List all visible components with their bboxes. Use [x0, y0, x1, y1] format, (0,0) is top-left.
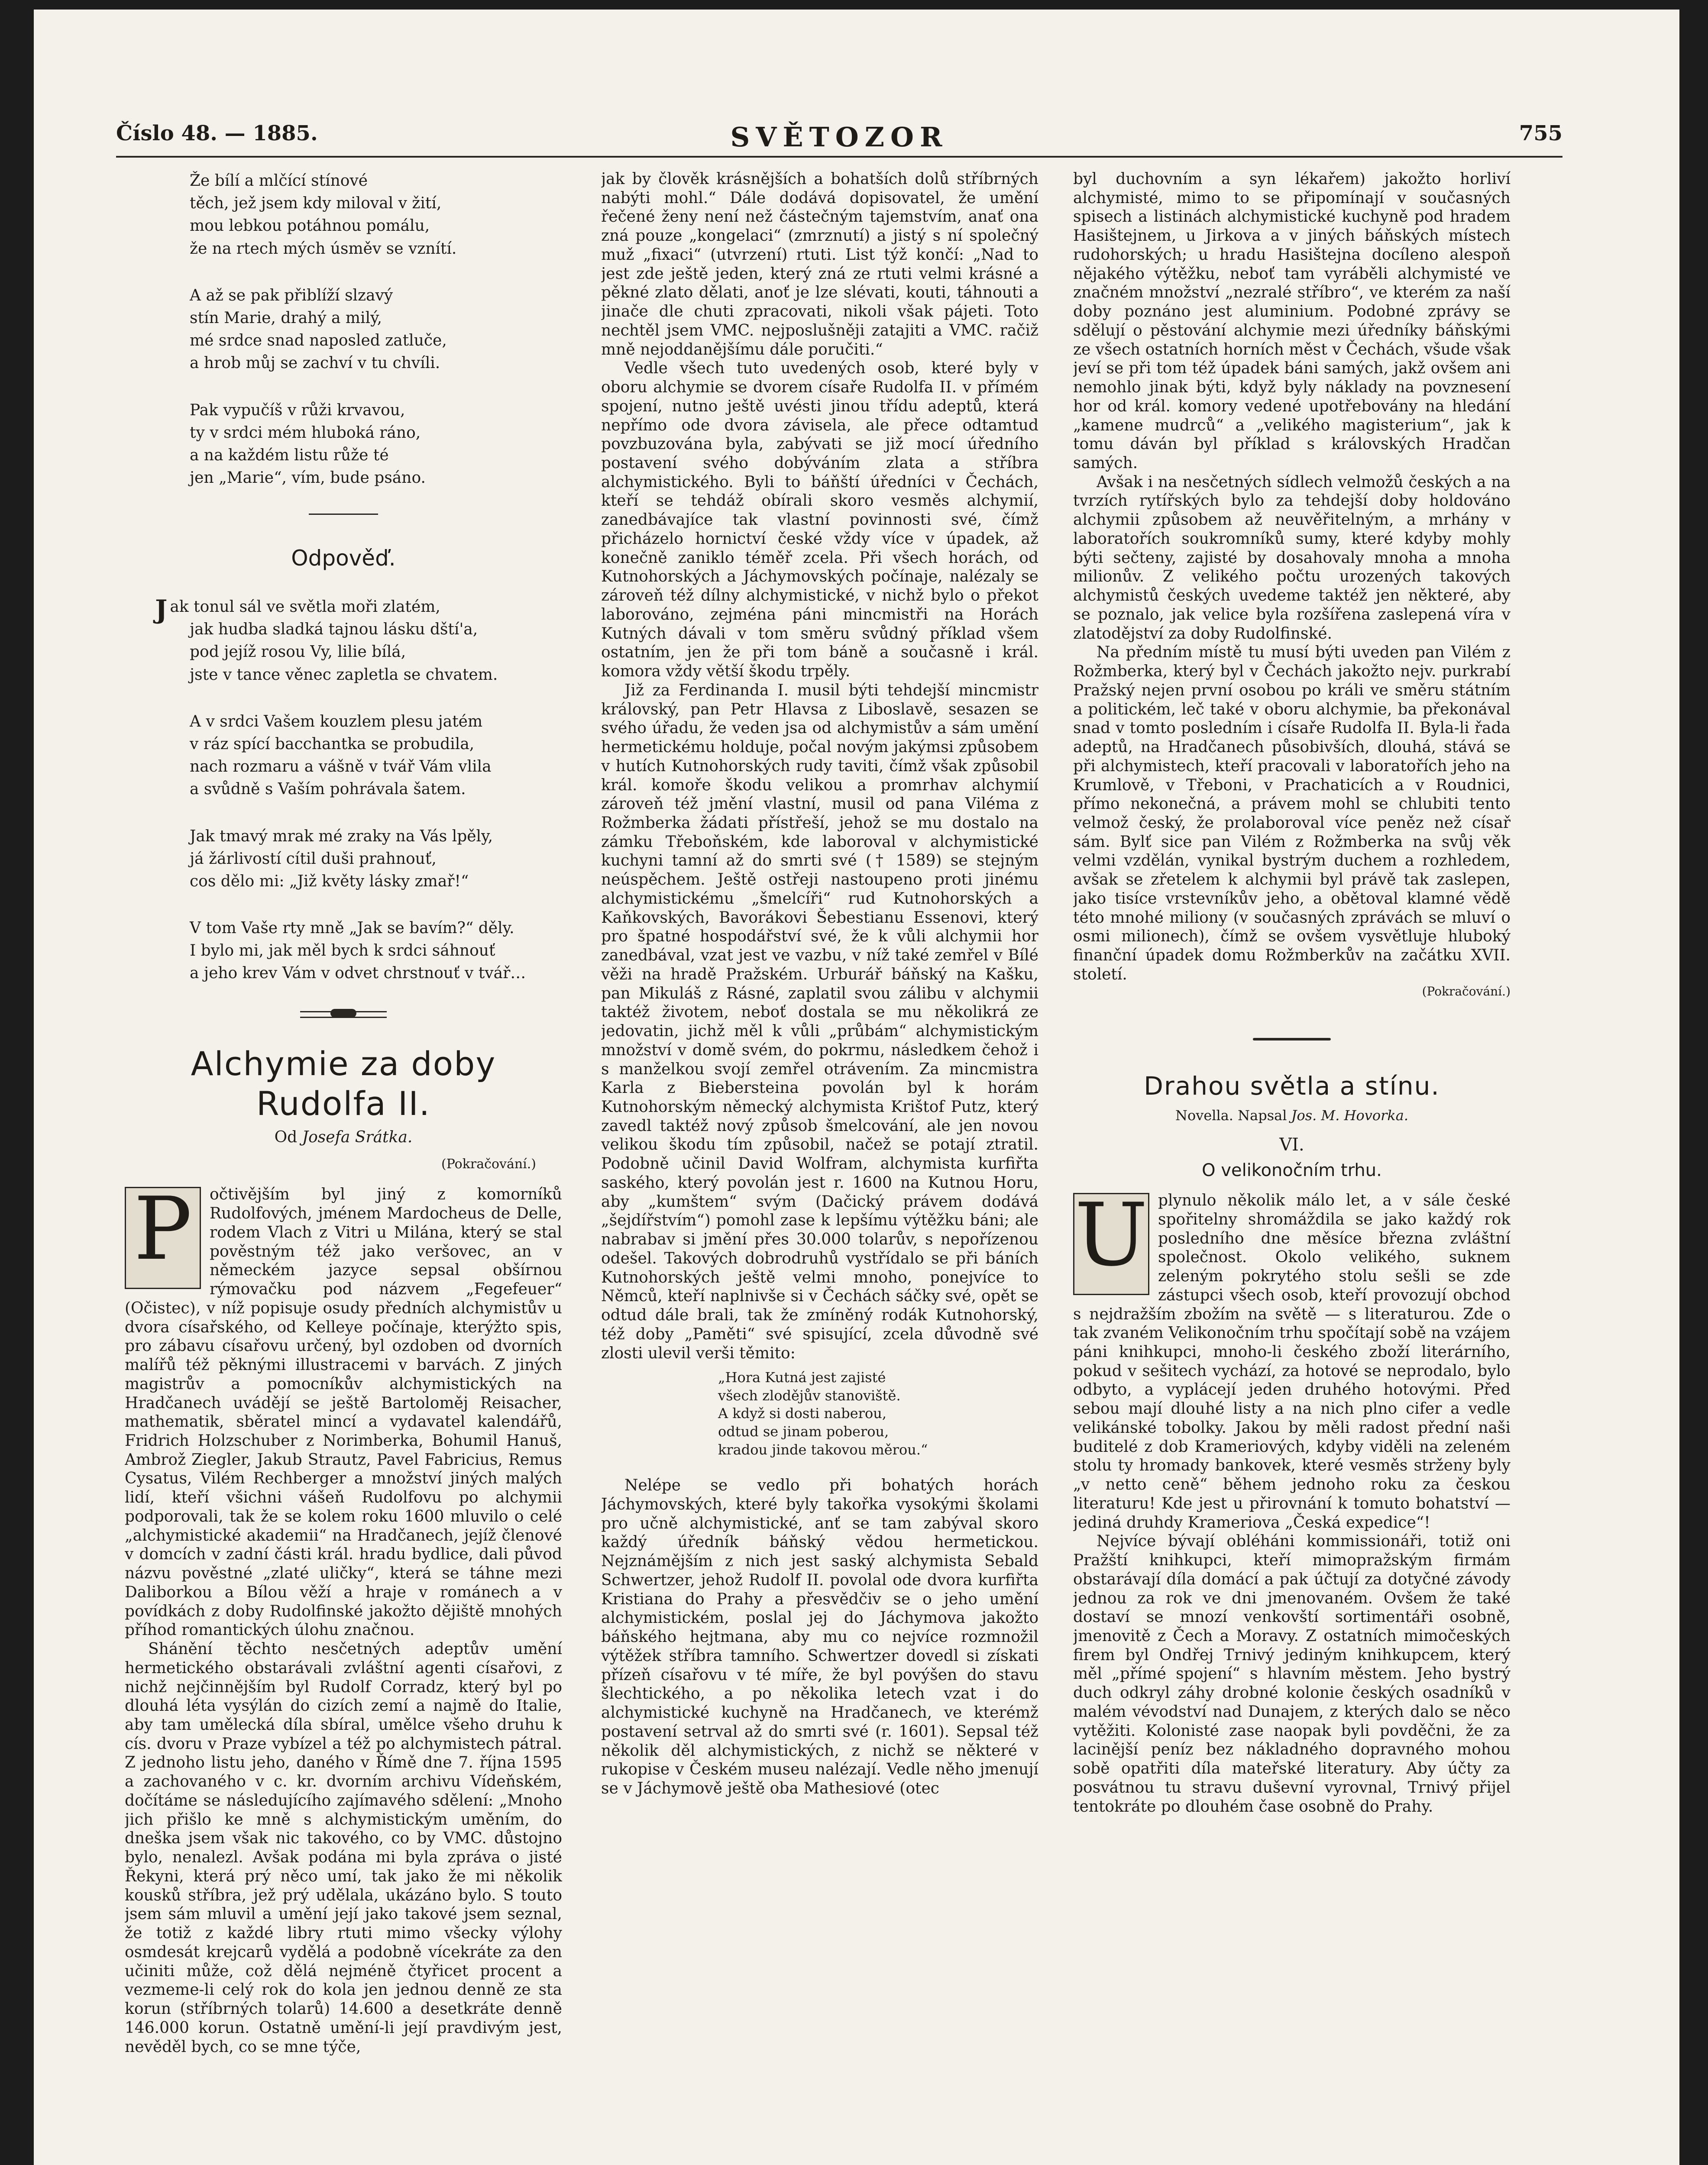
paragraph: Již za Ferdinanda I. musil býti tehdejší mincmistr královský, pan Petr Hlavsa z Liboslavě, sesazen se svého úřadu, že veden jsa od alchymistův a sám umění hermetickému holduje, počal novým jakýmsi způsobem v hutích Kutnohorských rudy taviti, čímž však způsobil král. komoře škodu velikou a promrhav alchymií zároveň též jmění vlastní, musil od pana Viléma z Rožmberka žádati přístřeší, jehož se mu dostalo na zámku Třeboňském, kde laboroval v alchymistické kuchyni tamní až do smrti své († 1589) se stejným neúspěchem. Ještě ostřeji nastoupeno proti jinému alchymistickému „šmelcíři“ rud Kutnohorských a Kaňkovských, Bavorákovi Šebestianu Essenovi, který pro špatné hospodářství své, že k vůli alchymii hor zanedbával, vzat jest ve vazbu, v níž také zemřel v Bílé věži na hradě Pražském. Urburář báňský na Kašku, pan Mikuláš z Rásné, zaplatil svou zálibu v alchymii taktéž životem, neboť dostala se mu několikrá ze jedovatin, jichž měl k vůli „průbám“ alchymistickým množství v domě svém, do pokrmu, následkem čehož i s manželkou svojí zemřel otrávením. Za mincmistra Karla z Biebersteina povolán byl k horám Kutnohorským německý alchymista Krištof Putz, který zavedl taktéž nový způsob šmelcování, ale jen novou velikou škodu tím způsobil, načež se potají ztratil. Podobně učinil David Wolfram, alchymista kurfiřta saského, který povolán jest r. 1600 na Kutnou Horu, aby „kumštem“ svým (Dačický právem dodává „šejdířstvím“) pomohl zase k lepšímu výtěžku báni; ale nabrabav si jmění přes 30.000 tolarův, s nepořízenou odešel. Takových dobrodruhů vystřídalo se při báních Kutnohorských ještě velmi mnoho, ponejvíce to Němců, kteří naplnivše si v Čechách sáčky své, opět se odtud dále brali, tak že zmíněný rodák Kutnohorský, též doby „Paměti“ své spisující, zcela důvodně své zlosti ulevil verši těmito: — [601, 681, 1038, 1362]
paragraph — [125, 1179, 562, 1640]
poem-2-stanza — [155, 596, 562, 686]
illuminated-initial: P — [125, 1187, 201, 1289]
poem-2-stanza — [155, 917, 562, 985]
ornament-divider — [300, 1011, 387, 1018]
poem-1-stanza — [190, 284, 562, 375]
verse-line: a jeho krev Vám v odvet chrstnouť v tvář… — [190, 964, 526, 982]
story-subtitle — [1073, 1107, 1511, 1124]
verse-line: Jak tmavý mrak mé zraky na Vás lpěly, — [190, 827, 493, 845]
poem-2-stanza — [155, 711, 562, 801]
section-divider — [309, 514, 378, 515]
paragraph: Vedle všech tuto uvedených osob, které byly v oboru alchymie se dvorem císaře Rudolfa II. v přímém spojení, nutno ještě uvésti jinou třídu adeptů, která nepřímo ode dvora závisela, ale přece odtamtud povzbuzována byla, zabývati se již mocí úředního postavení svého dobýváním zlata a stříbra alchymistického. Byli to báňští úředníci v Čechách, kteří se tehdáž obírali skoro vesměs alchymií, zanedbávajíce tak vlastní povinnosti své, čímž přicházelo hornictví české vždy více v úpadek, až konečně zaniklo téměř zcela. Při všech horách, od Kutnohorských a Jáchymovských počínaje, nalézaly se zároveň též dílny alchymistické, v nichž bylo o překot laborováno, zejména páni mincmistři na Horách Kutných dávali v tom směru svůdný příklad všem ostatním, jen že při tom báně a současně i král. komora vždy větší škodu trpěly. — [601, 359, 1038, 681]
verse-line: A v srdci Vašem kouzlem plesu jatém — [190, 712, 483, 730]
article-byline — [125, 1128, 562, 1147]
poem-1 — [125, 170, 562, 489]
column-1 — [125, 170, 562, 2165]
poem-2 — [125, 596, 562, 985]
byline-prefix: Od — [274, 1128, 298, 1147]
author-name: Jos. M. Hovorka. — [1291, 1107, 1409, 1124]
illuminated-initial: U — [1073, 1193, 1149, 1295]
page-header — [116, 121, 1562, 152]
verse-line: A až se pak přiblíží slzavý — [190, 286, 393, 304]
paragraph: Shánění těchto nesčetných adeptův umění hermetického obstarávali zvláštní agenti císařovi, z nichž nejčinnějším byl Rudolf Corradz, který byl po dlouhá léta vysýlán do cizích zemí a najmě do Italie, aby tam umělecká díla sbíral, umělce všeho druhu k cís. dvoru v Praze vybízel a též po alchymistech pátral. Z jednoho listu jeho, daného v Římě dne 7. října 1595 a zachovaného v c. kr. dvorním archivu Vídeňském, dočítáme se následujícího zajímavého sdělení: „Mnoho jich přišlo ke mně s alchymistickým uměním, do dneška jsem však nic takového, co by VMC. důstojno bylo, nenalezl. Avšak podána mi byla zpráva o jisté Řekyni, která prý něco umí, tak jako že mi několik kousků stříbra, jež prý udělala, ukázáno bylo. S touto jsem sám mluvil a umění její jako takové jsem seznal, že totiž z každé libry rtuti mimo všecky výlohy osmdesát krejcarů vydělá a podobně vícekráte za den učiniti může, což dělá nejméně čtyřicet procent a vezmeme-li celý rok do kola jen jednou denně ze sta korun (stříbrných tolarů) 14.600 a desetkráte denně 146.000 korun. Ostatně umění-li její pravdivým jest, nevěděl bych, co se mne týče, — [125, 1640, 562, 2056]
journal-title: SVĚTOZOR — [730, 121, 948, 153]
verse-line: mou lebkou potáhnou pomálu, — [190, 217, 430, 235]
issue-number: Číslo 48. — 1885. — [116, 121, 318, 145]
verse-line: a svůdně s Vaším pohrávala šatem. — [190, 780, 466, 798]
poem-1-stanza — [190, 170, 562, 260]
quote-line: kradou jinde takovou měrou.“ — [718, 1441, 928, 1458]
quote-line: všech zlodějův stanoviště. — [718, 1387, 901, 1404]
continued-note: (Pokračování.) — [1422, 984, 1511, 998]
verse-line: Že bílí a mlčící stínové — [190, 172, 368, 190]
quote-line: „Hora Kutná jest zajisté — [718, 1369, 886, 1386]
verse-quote — [601, 1369, 1038, 1459]
quote-line: A když si dosti naberou, — [718, 1405, 886, 1422]
quote-line: odtud se jinam poberou, — [718, 1423, 889, 1440]
verse-line: Pak vypučíš v růži krvavou, — [190, 401, 405, 419]
paragraph — [1073, 1185, 1511, 1532]
paragraph: Nelépe se vedlo při bohatých horách Jáchymovských, které byly takořka vysokými školami pro učně alchymistické, anť se tam zabýval skoro každý úředník báňský vědou hermetickou. Nejznámějším z nich jest saský alchymista Sebald Schwertzer, jehož Rudolf II. povolal ode dvora kurfiřta Kristiana do Prahy a přesvědčiv se o jeho umění alchymistickém, poslal jej do Jáchymova jakožto báňského hejtmana, aby mu co nejvíce rozmnožil výtěžek stříbra tamního. Schwertzer dovedl si získati přízeň císařovu v té míře, že byl povýšen do stavu šlechtického, a po několika letech vzat i do alchymistické kuchyně na Hradčanech, ve kterémž postavení setrval až do smrti své (r. 1601). Sepsal též několik děl alchymistických, z nichž se některé v rukopise v Českém museu nalézají. Vedle něho jmenují se v Jáchymově ještě oba Mathesiové (otec — [601, 1477, 1038, 1797]
verse-line: stín Marie, drahý a milý, — [190, 309, 382, 327]
paragraph: Avšak i na nesčetných sídlech velmožů českých a na tvrzích rytířských bylo za tehdejší doby holdováno alchymii způsobem až neuvěřitelným, a mrhány v laboratořích soukromníků sumy, které kdyby mohly býti sečteny, zajisté by dosahovaly mnoha a mnoha milionův. Z velikého počtu urozených takových alchymistů českých uvedeme taktéž jen některé, aby se poznalo, jak velice byla rozšířena zaslepená víra v zlatodějství za doby Rudolfinské. — [1073, 473, 1511, 643]
page-number: 755 — [1519, 121, 1562, 145]
paragraph-text: plynulo několik málo let, a v sále české spořitelny shromáždila se jako každý rok posledního dne měsíce března zvláštní společnost. Okolo velikého, suknem zeleným pokrytého stolu sešli se zde zástupci všech osob, kteří provozují obchod s nejdražším zbožím na světě — s literaturou. Zde o tak zvaném Velikonočním trhu spočítají sobě na vzájem páni knihkupci, mnoho-li českého zboží literárního, pokud v sešitech vychází, za hotové se neprodalo, bylo odbyto, a vyplácejí jeden druhého hotovými. Před sebou mají dlouhé listy a na nich plno cifer a vedle velikánské tobolky. Jakou by měli radost přední naši buditelé z dob Krameriových, kdyby viděli na zeleném stolu ty hromady bankovek, které vesměs strženy byly „v netto ceně“ během jednoho roku za českou literaturu! Kde jest u přirovnání k tomuto bohatství — jediná druhdy Krameriova „Česká expedice“! — [1073, 1192, 1511, 1532]
verse-line: a hrob můj se zachví v tu chvíli. — [190, 354, 440, 372]
verse-line: V tom Vaše rty mně „Jak se bavím?“ děly. — [190, 919, 514, 937]
paragraph: Nejvíce bývají obléháni kommissionáři, totiž oni Pražští knihkupci, kteří mimopražským firmám obstarávají díla domácí a pak účtují za dotyčné závody jednou za rok ve dni jmenovaném. Ovšem že také dostaví se mnozí venkovští sortimentáři osobně, jmenovitě z Čech a Moravy. Z ostatních mimočeských firem byl Ondřej Trnivý jediným knihkupcem, který měl „přímé spojení“ s hlavním městem. Jeho bystrý duch odkryl záhy drobné kolonie českých osadníků v malém vévodství nad Dunajem, z kterých dalo se něco vytěžiti. Kolonisté zase naopak byli povděčni, že za lacinější peníz bez nákladného dopravného mohou sobě opatřiti díla mateřské literatury. Aby účty za posvátnou tu stravu duševní vyrovnal, Trnivý přijel tentokráte po dlouhém čase osobně do Prahy. — [1073, 1532, 1511, 1816]
verse-line: cos dělo mi: „Již květy lásky zmař!“ — [190, 872, 469, 890]
verse-line: ty v srdci mém hluboká ráno, — [190, 423, 421, 442]
chapter-title: O velikonočním trhu. — [1202, 1160, 1382, 1180]
ornate-initial: J — [155, 595, 168, 625]
paragraph-text: očtivějším byl jiný z komorníků Rudolfových, jménem Mardocheus de Delle, rodem Vlach z Vitri u Milána, který se stal pověstným též jako veršovec, an v německém jazyce sepsal obšírnou rýmovačku pod názvem „Fegefeuer“ (Očistec), v níž popisuje osudy předních alchymistův u dvora císařského, od Kelleye počínaje, kterýžto spis, pro zábavu císařovu určený, byl ozdoben od dvorních malířů též pěknými illustracemi v barvách. Z jiných magistrův a pomocníkův alchymistických na Hradčanech uvádějí se ještě Bartoloměj Reisacher, mathematik, sběratel mincí a vydavatel kalendářů, Fridrich Holzschuber z Norimberka, Bohumil Hanuš, Ambrož Ziegler, Jakub Strautz, Pavel Fabricius, Remus Cysatus, Vilém Rechberger a množství jiných malých lidí, kteří všichni vášeň Rudolfovu po alchymii podporovali, tak že se kolem roku 1600 mluvilo o celé „alchymistické akademii“ na Hradčanech, jejíž členové v domcích v zadní části král. hradu bydlice, dali původ názvu pověstné „zlaté uličky“, která se táhne mezi Daliborkou a Bílou věží a hraje v románech a v povídkách z doby Rudolfinské jakožto dějiště mnohých příhod romantických úlohu značnou. — [125, 1186, 562, 1639]
chapter-number: VI. — [1279, 1134, 1304, 1155]
story-title: Drahou světla a stínu. — [1144, 1071, 1440, 1101]
paragraph: Na předním místě tu musí býti uveden pan Vilém z Rožmberka, který byl v Čechách jakožto nejv. purkrabí Pražský nejen první osobou po králi ve směru státním a politickém, leč také v oboru alchymie, ba překonával snad v tomto posledním i císaře Rudolfa II. Byla-li řada adeptů, na Hradčanech působivších, dlouhá, stává se při alchymistech, kteří pracovali v laboratořích jeho na Krumlově, v Třeboni, v Prachaticích a v Roudnici, přímo nekonečná, a právem mohl se chlubiti tento velmož český, že prolaboroval více peněz než císař sám. Bylť sice pan Vilém z Rožmberka na svůj věk velmi vzdělán, vynikal bystrým duchem a rozhledem, avšak se zřetelem k alchymii byl právě tak zaslepen, jako tisíce vrstevníkův jeho, a obětoval klamné vědě této mnohé miliony (v současných zprávách se mluví o osmi milionech), čímž se ovšem vysvětluje hluboký finanční úpadek domu Rožmberkův na začátku XVII. století. — [1073, 643, 1511, 983]
author-name: Josefa Srátka. — [302, 1128, 413, 1147]
verse-line — [155, 595, 562, 625]
verse-line: jak hudba sladká tajnou lásku dští'a, — [190, 620, 478, 639]
article-end-rule — [1253, 1038, 1331, 1040]
verse-line: v ráz spící bacchantka se probudila, — [190, 735, 475, 753]
verse-line: že na rtech mých úsměv se vznítí. — [190, 239, 457, 258]
verse-line: jste v tance věnec zapletla se chvatem. — [190, 666, 498, 684]
poem-2-stanza — [155, 825, 562, 893]
verse-line: pod jejíž rosou Vy, lilie bílá, — [190, 643, 406, 661]
verse-line: já žárlivostí cítil duši prahnouť, — [190, 850, 437, 868]
header-rule — [116, 156, 1562, 158]
column-2 — [601, 170, 1038, 2165]
verse-line: jen „Marie“, vím, bude psáno. — [190, 469, 426, 487]
poem-2-title: Odpověď. — [291, 546, 396, 571]
verse-line: nach rozmaru a vášně v tvář Vám vlila — [190, 758, 492, 776]
subtitle-prefix: Novella. Napsal — [1175, 1107, 1287, 1124]
verse-line: I bylo mi, jak měl bych k srdci sáhnouť — [190, 942, 495, 960]
verse-line: a na každém listu růže té — [190, 446, 389, 464]
paragraph: jak by člověk krásnějších a bohatších dolů stříbrných nabýti mohl.“ Dále dodává dopisovatel, že umění řečené ženy není než částečným tajemstvím, anať ona zná pouze „kongelaci“ (zmrznutí) a jistý s ní společný muž „fixaci“ (utvrzení) rtuti. List týž končí: „Nad to jest zde ještě jeden, který zná ze rtuti velmi krásné a pěkné zlato dělati, anoť je lze slévati, kouti, táhnouti a jinače dle chuti zpracovati, nikoli však pájeti. Toto nechtěl jsem VMC. nejposlušněji zatajiti a VMC. račiž mně nejoddanějšímu dále poručiti.“ — [601, 170, 1038, 359]
paragraph: byl duchovním a syn lékařem) jakožto horliví alchymisté, mimo to se připomínají v současných spisech a listinách alchymistické kuchyně pod hradem Hasištejnem, u Jirkova a v jiných báňských místech rudohorských; u hradu Hasištejna docíleno alespoň nějakého výtěžku, neboť tam vyráběli alchymisté ve značném množství „nezralé stříbro“, ve kterém za naší doby poznáno jest aluminium. Podobné zprávy se sdělují o pěstování alchymie mezi úředníky báňskými ze všech ostatních horních měst v Čechách, všude však jeví se při tom též úpadek báni samých, jakž ovšem ani nemohlo jinak býti, když byly náklady na povznesení hor od král. komory vedené upotřebovány na hledání „kamene mudrců“ a „velikého magisterium“, jak k tomu dáván byl příklad s královských Hradčan samých. — [1073, 170, 1511, 472]
continued-note: (Pokračování.) — [441, 1157, 536, 1172]
verse-line: těch, jež jsem kdy miloval v žití, — [190, 194, 442, 213]
article-title: Alchymie za doby Rudolfa II. — [191, 1044, 496, 1123]
newspaper-page — [34, 10, 1679, 2165]
verse-line: mé srdce snad naposled zatluče, — [190, 332, 447, 350]
poem-1-stanza — [190, 399, 562, 490]
verse-line-text: ak tonul sál ve světla moři zlatém, — [170, 598, 440, 616]
column-3 — [1073, 170, 1511, 2165]
